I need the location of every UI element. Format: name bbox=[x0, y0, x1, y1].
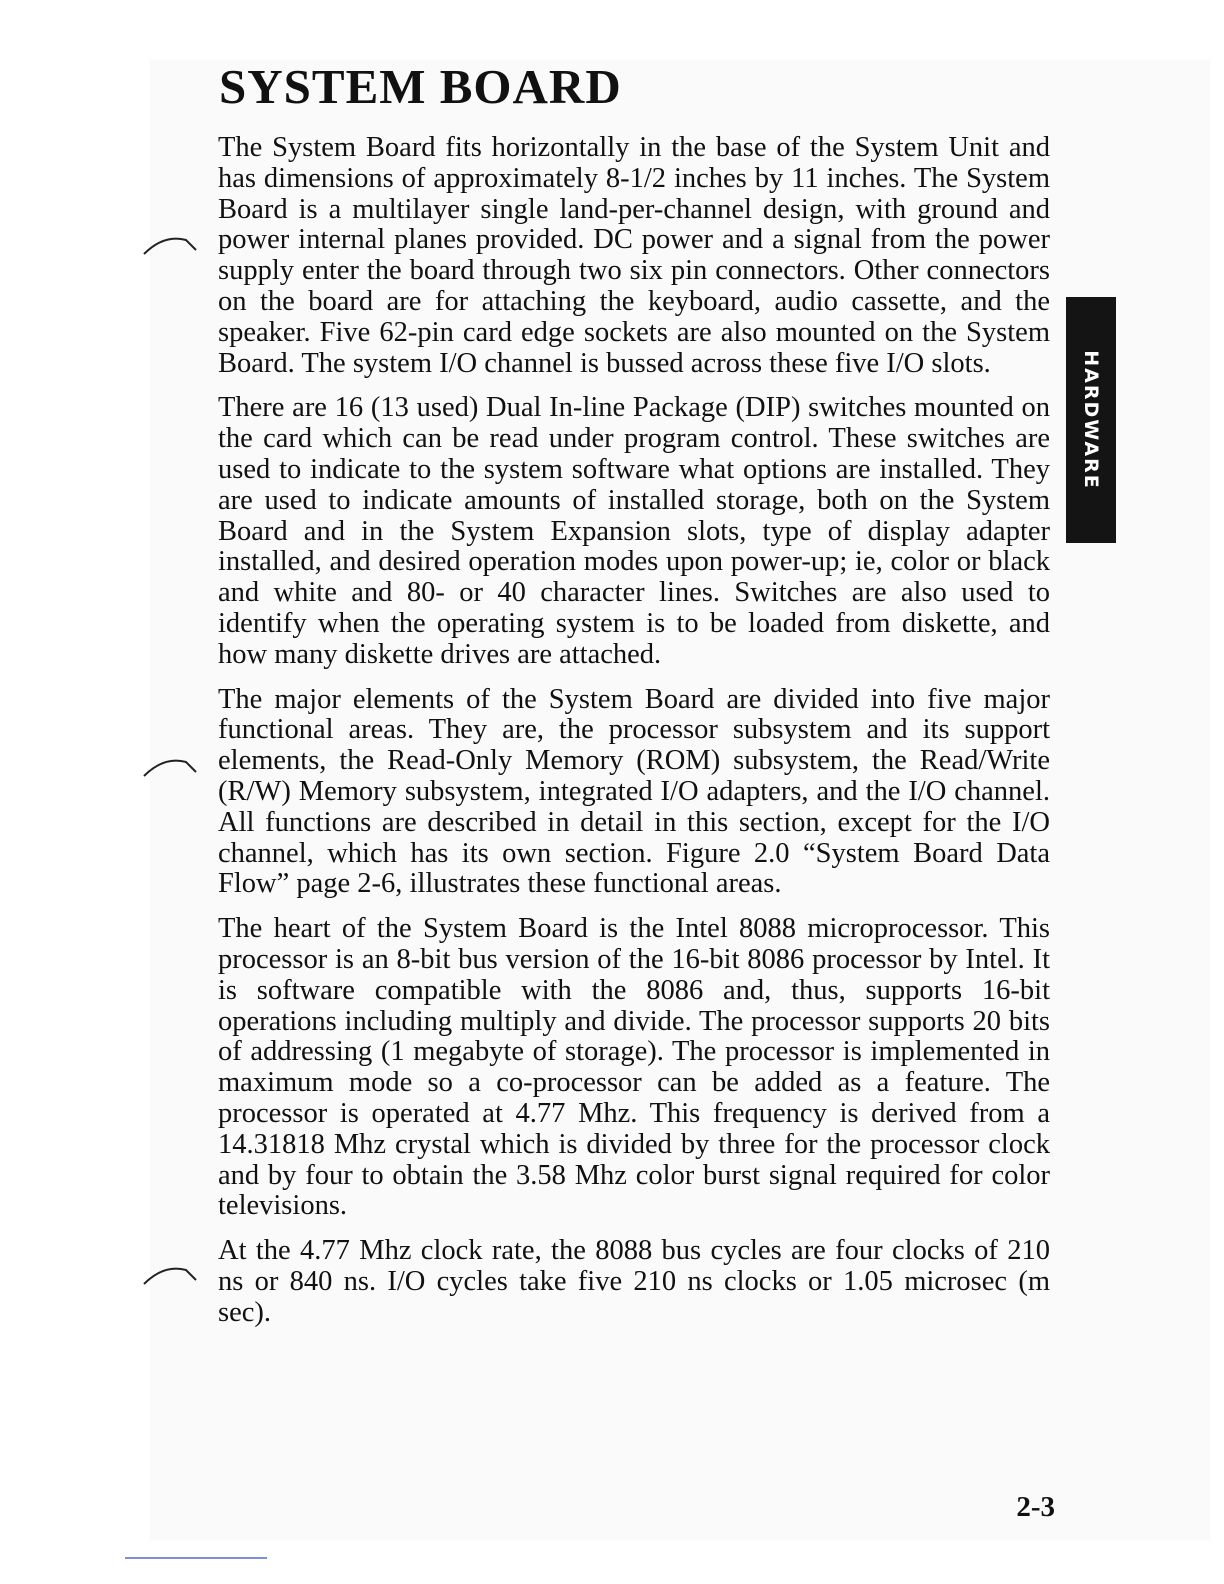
binder-hole-mark-icon bbox=[140, 228, 202, 258]
paragraph-system-board-overview: The System Board fits horizontally in the base of the System Unit and has dimensions of approximately 8-1/2 inches by 11 inches. The System Board is a multilayer single land-per-channel design, with ground and power internal planes provided. DC power and a signal from the power supply enter the board through two six pin connectors. Other connectors on the board are for attaching the keyboard, audio cassette, and the speaker. Five 62-pin card edge sockets are also mounted on the System Board. The system I/O channel is bussed across these five I/O slots. bbox=[218, 132, 1050, 379]
page-number: 2-3 bbox=[1016, 1491, 1055, 1523]
paragraph-processor: The heart of the System Board is the Intel 8088 microprocessor. This processor is an 8-bit bus version of the 16-bit 8086 processor by Intel. It is software compatible with the 8086 and, thus, supports 16-bit operations including multiply and divide. The processor supports 20 bits of addressing (1 megabyte of storage). The processor is implemented in maximum mode so a co-processor can be added as a feature. The processor is operated at 4.77 Mhz. This frequency is derived from a 14.31818 Mhz crystal which is divided by three for the processor clock and by four to obtain the 3.58 Mhz color burst signal required for color televisions. bbox=[218, 913, 1050, 1222]
body-text bbox=[218, 133, 1050, 1342]
binder-hole-mark-icon bbox=[140, 750, 202, 780]
binder-hole-mark-icon bbox=[140, 1258, 202, 1288]
paragraph-dip-switches: There are 16 (13 used) Dual In-line Package (DIP) switches mounted on the card which can be read under program control. These switches are used to indicate to the system software what options are installed. They are used to indicate amounts of installed storage, both on the System Board and in the System Expansion slots, type of display adapter installed, and desired operation modes upon power-up; ie, color or black and white and 80- or 40 character lines. Switches are also used to identify when the operating system is to be loaded from diskette, and how many diskette drives are attached. bbox=[218, 392, 1050, 670]
page-title: SYSTEM BOARD bbox=[219, 59, 622, 114]
footnote-rule bbox=[125, 1557, 267, 1559]
paragraph-major-elements: The major elements of the System Board are divided into five major functional areas. They are, the processor subsystem and its support elements, the Read-Only Memory (ROM) subsystem, the Read/Write (R/W) Memory subsystem, integrated I/O adapters, and the I/O channel. All functions are described in detail in this section, except for the I/O channel, which has its own section. Figure 2.0 “System Board Data Flow” page 2-6, illustrates these functional areas. bbox=[218, 683, 1050, 900]
hardware-section-tab bbox=[1066, 297, 1116, 543]
paragraph-bus-cycles: At the 4.77 Mhz clock rate, the 8088 bus cycles are four clocks of 210 ns or 840 ns. I/O cycles take five 210 ns clocks or 1.05 microsec (m sec). bbox=[218, 1235, 1050, 1328]
hardware-tab-label: HARDWARE bbox=[1080, 350, 1102, 490]
